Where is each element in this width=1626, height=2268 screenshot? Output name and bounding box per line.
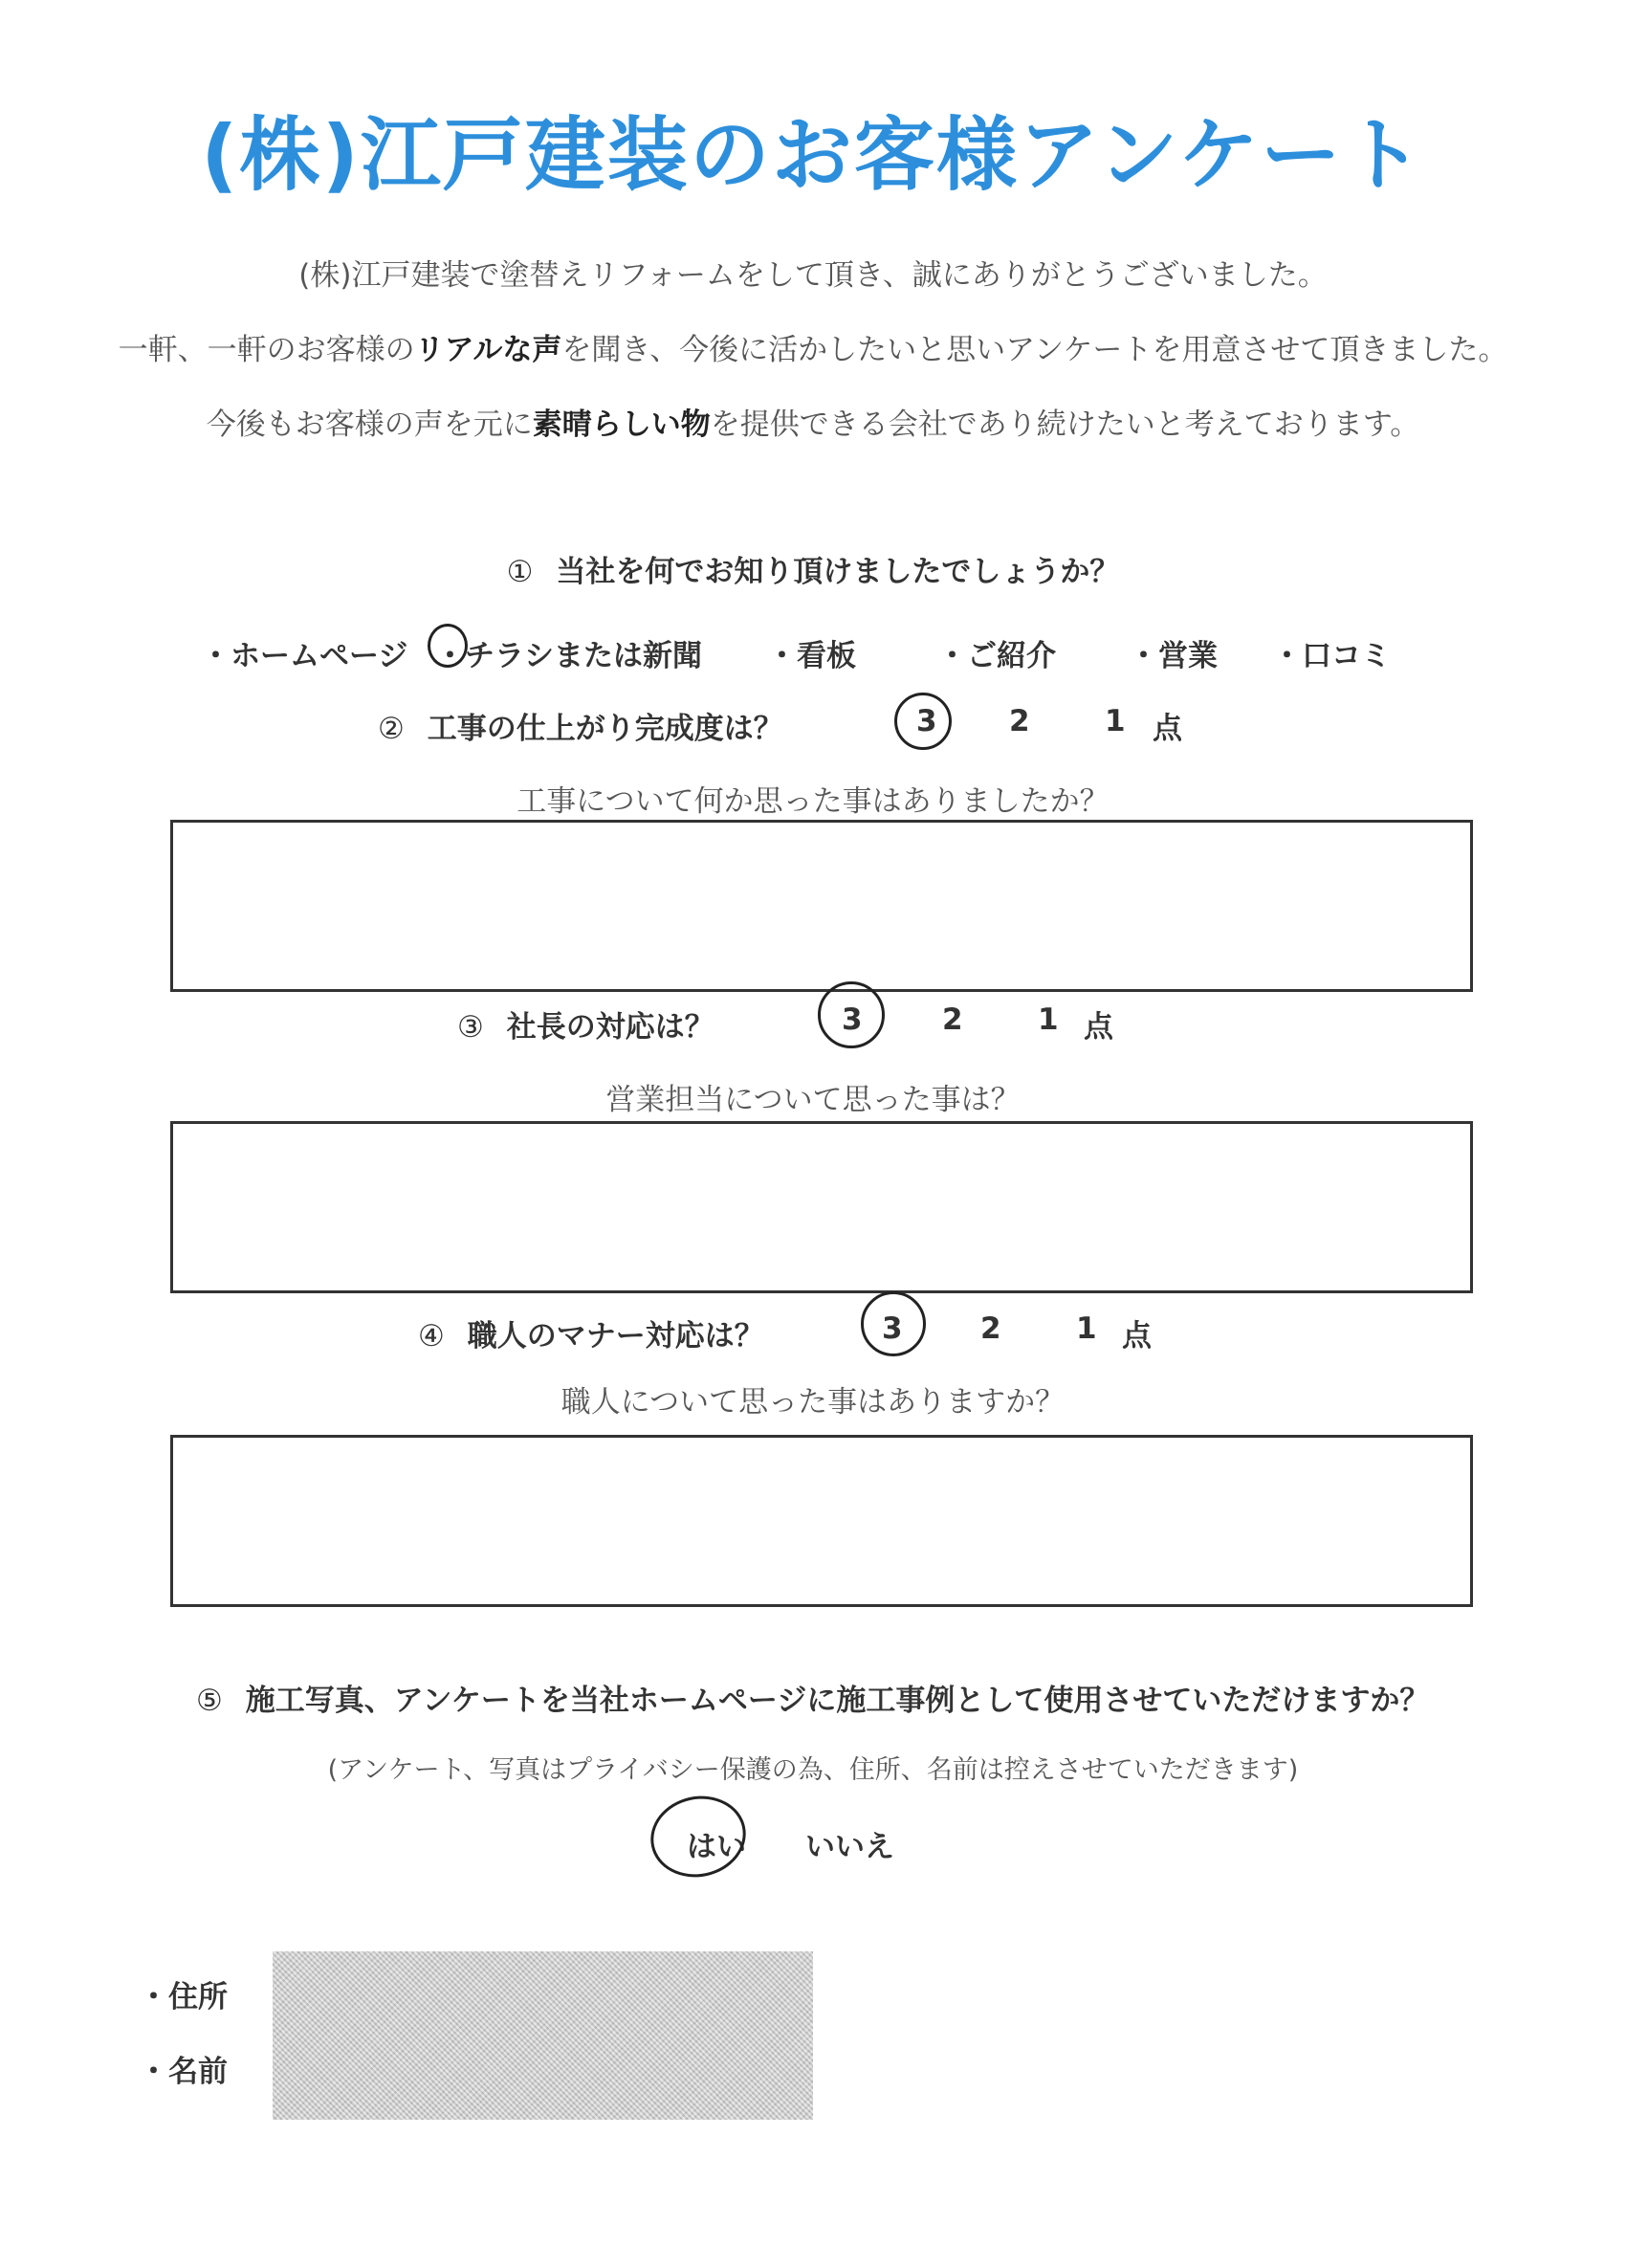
q4-comment-prompt: 職人について思った事はありますか？ <box>560 1385 1066 1420</box>
q5-option-no[interactable]: いいえ <box>805 1830 894 1864</box>
q1-option-sales[interactable]: ・営業 <box>1129 639 1218 673</box>
intro-line-1: (株)江戸建装で塗替えリフォームをして頂き、誠にありがとうございました。 <box>298 258 1328 293</box>
q3-score-2[interactable]: 2 <box>942 1002 963 1037</box>
question-2: ② 工事の仕上がり完成度は？ <box>378 712 783 746</box>
q1-option-referral[interactable]: ・ご紹介 <box>937 639 1056 673</box>
q1-option-signboard[interactable]: ・看板 <box>767 639 856 673</box>
q4-score-3[interactable]: 3 <box>882 1311 903 1346</box>
q2-score-3[interactable]: 3 <box>916 704 937 738</box>
question-1: ① 当社を何でお知り頂けましたでしょうか？ <box>506 555 1120 589</box>
intro-line-3: 今後もお客様の声を元に素晴らしい物を提供できる会社であり続けたいと考えております。 <box>206 407 1420 442</box>
q4-comment-box[interactable] <box>170 1435 1473 1607</box>
q5-privacy-note: (アンケート、写真はプライバシー保護の為、住所、名前は控えさせていただきます) <box>327 1755 1299 1785</box>
question-4: ④ 職人のマナー対応は？ <box>418 1319 764 1354</box>
redacted-customer-info <box>273 1951 813 2120</box>
question-5: ⑤ 施工写真、アンケートを当社ホームページに施工事例として使用させていただけますか？ <box>196 1684 1430 1718</box>
q3-selection-mark <box>818 981 885 1048</box>
q3-unit: 点 <box>1084 1010 1113 1045</box>
q5-option-yes[interactable]: はい <box>687 1830 746 1864</box>
q2-selection-mark <box>894 693 952 750</box>
q1-option-flyer[interactable]: ・チラシまたは新聞 <box>435 639 702 673</box>
page-title: (株)江戸建装のお客様アンケート <box>201 108 1425 202</box>
q3-comment-prompt: 営業担当について思った事は？ <box>605 1083 1021 1117</box>
q1-option-word-of-mouth[interactable]: ・口コミ <box>1272 639 1391 673</box>
name-label: ・名前 <box>139 2055 228 2089</box>
q3-score-1[interactable]: 1 <box>1038 1002 1059 1037</box>
q4-selection-mark <box>861 1291 926 1356</box>
address-label: ・住所 <box>139 1980 228 2015</box>
q4-score-2[interactable]: 2 <box>980 1311 1001 1346</box>
q2-score-1[interactable]: 1 <box>1105 704 1126 738</box>
q4-unit: 点 <box>1122 1319 1152 1354</box>
q3-score-3[interactable]: 3 <box>842 1002 863 1037</box>
q1-option-homepage[interactable]: ・ホームページ <box>201 639 408 673</box>
question-3: ③ 社長の対応は？ <box>457 1010 714 1045</box>
q2-comment-box[interactable] <box>170 820 1473 992</box>
q2-comment-prompt: 工事について何か思った事はありましたか？ <box>516 784 1110 819</box>
q5-selection-mark <box>643 1788 753 1886</box>
q4-score-1[interactable]: 1 <box>1076 1311 1097 1346</box>
q2-score-2[interactable]: 2 <box>1009 704 1030 738</box>
intro-line-2: 一軒、一軒のお客様のリアルな声を聞き、今後に活かしたいと思いアンケートを用意させて頂きました。 <box>118 333 1508 367</box>
q1-selection-mark <box>428 624 468 668</box>
q3-comment-box[interactable] <box>170 1121 1473 1293</box>
q2-unit: 点 <box>1153 712 1182 746</box>
